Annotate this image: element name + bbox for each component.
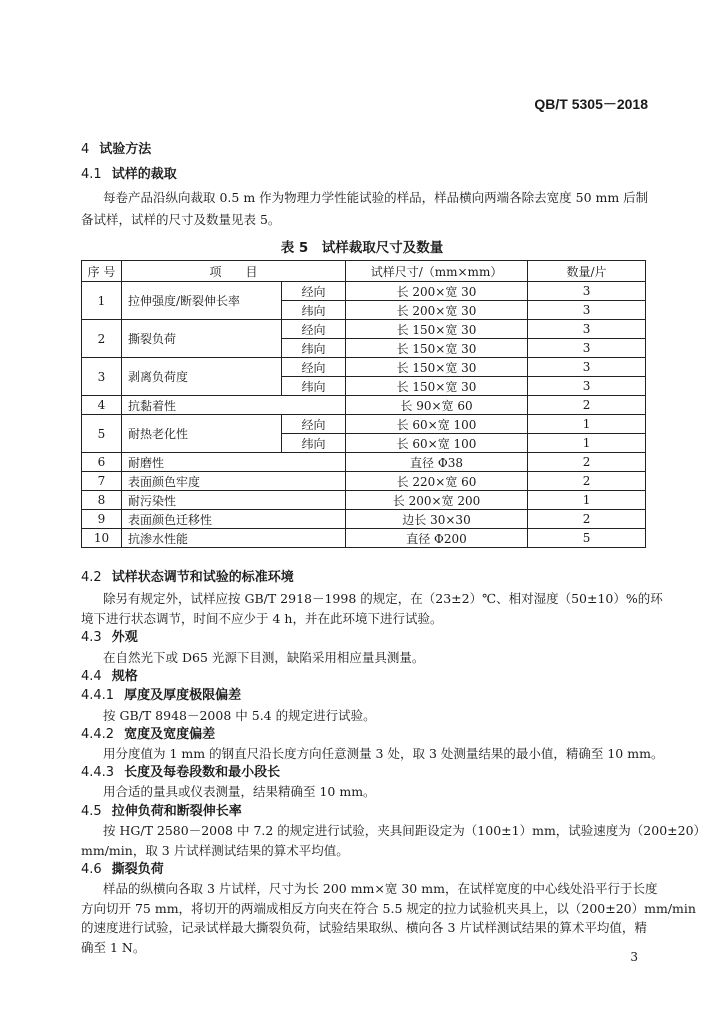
section-number: 4.4.3: [81, 765, 115, 780]
paragraph-line: 样品的纵横向各取 3 片试样，尺寸为长 200 mm×宽 30 mm，在试样宽度的中心线处沿平行于长度: [103, 881, 658, 896]
page-number: 3: [630, 950, 638, 964]
section-title: 试样的裁取: [111, 167, 177, 182]
paragraph-line: 除另有规定外，试样应按 GB/T 2918－1998 的规定，在（23±2）℃、相对湿度（50±10）%的环: [103, 591, 663, 606]
cell-qty: 3: [528, 301, 646, 320]
table-row: [82, 396, 646, 415]
paragraph-line: 每卷产品沿纵向裁取 0.5 m 作为物理力学性能试验的样品，样品横向两端各除去宽度 50 mm 后制: [103, 190, 649, 205]
table-row: [82, 358, 646, 377]
cell-item: 耐热老化性: [122, 415, 282, 453]
table-row: [82, 282, 646, 301]
cell-qty: 3: [528, 320, 646, 339]
standard-code: QB/T 5305－2018: [534, 96, 648, 112]
table-header-row: [82, 261, 646, 282]
cell-item: 表面颜色迁移性: [122, 510, 346, 529]
table-row: [82, 472, 646, 491]
cell-direction: 经向: [282, 415, 346, 434]
section-number: 4.2: [81, 570, 102, 585]
cell-qty: 1: [528, 434, 646, 453]
cell-direction: 经向: [282, 320, 346, 339]
cell-item: 拉伸强度/断裂伸长率: [122, 282, 282, 320]
cell-qty: 2: [528, 453, 646, 472]
cell-direction: 纬向: [282, 301, 346, 320]
section-4-4-3-heading: [81, 765, 280, 781]
cell-size: 长 200×宽 30: [346, 301, 528, 320]
section-number: 4.4.1: [81, 688, 115, 703]
cell-size: 边长 30×30: [346, 510, 528, 529]
cell-no: 9: [82, 510, 122, 529]
cell-direction: 经向: [282, 358, 346, 377]
cell-size: 长 150×宽 30: [346, 358, 528, 377]
table-row: [82, 320, 646, 339]
cell-no: 1: [82, 282, 122, 320]
paragraph-line: 按 GB/T 8948－2008 中 5.4 的规定进行试验。: [103, 708, 376, 723]
cell-no: 4: [82, 396, 122, 415]
table-row: [82, 529, 646, 548]
cell-size: 长 200×宽 30: [346, 282, 528, 301]
header-qty: 数量/片: [528, 261, 646, 282]
cell-size: 直径 Φ38: [346, 453, 528, 472]
section-number: 4.3: [81, 630, 102, 645]
cell-no: 6: [82, 453, 122, 472]
section-4-4-1-heading: [81, 688, 241, 704]
table-row: [82, 510, 646, 529]
cell-item: 耐磨性: [122, 453, 346, 472]
section-title: 厚度及厚度极限偏差: [124, 688, 242, 703]
table-caption: 表 5 试样裁取尺寸及数量: [280, 240, 444, 256]
cell-size: 长 200×宽 200: [346, 491, 528, 510]
cell-size: 长 60×宽 100: [346, 434, 528, 453]
section-4-5-heading: [81, 804, 242, 820]
cell-direction: 纬向: [282, 339, 346, 358]
cell-qty: 1: [528, 491, 646, 510]
section-number: 4.4.2: [81, 727, 115, 742]
section-title: 撕裂负荷: [111, 862, 164, 877]
header-item: 项 目: [122, 261, 346, 282]
paragraph-line: 的速度进行试验，记录试样最大撕裂负荷，试验结果取纵、横向各 3 片试样测试结果的算术平均值，精: [81, 920, 647, 935]
cell-no: 8: [82, 491, 122, 510]
section-4-4-heading: [81, 669, 138, 685]
section-number: 4.5: [81, 804, 102, 819]
cell-size: 长 220×宽 60: [346, 472, 528, 491]
paragraph-line: 在自然光下或 D65 光源下目测，缺陷采用相应量具测量。: [103, 650, 425, 665]
section-number: 4.6: [81, 862, 102, 877]
cell-qty: 2: [528, 472, 646, 491]
cell-no: 7: [82, 472, 122, 491]
table-row: [82, 415, 646, 434]
section-title: 长度及每卷段数和最小段长: [124, 765, 281, 780]
sample-size-table: [81, 260, 646, 548]
section-title: 试验方法: [99, 142, 152, 157]
cell-qty: 2: [528, 510, 646, 529]
cell-qty: 3: [528, 282, 646, 301]
cell-item: 表面颜色牢度: [122, 472, 346, 491]
cell-qty: 3: [528, 377, 646, 396]
section-4-2-heading: [81, 570, 294, 586]
cell-direction: 纬向: [282, 377, 346, 396]
cell-size: 长 150×宽 30: [346, 377, 528, 396]
section-number: 4: [81, 142, 90, 157]
section-title: 试样状态调节和试验的标准环境: [111, 570, 294, 585]
cell-size: 长 60×宽 100: [346, 415, 528, 434]
cell-item: 撕裂负荷: [122, 320, 282, 358]
cell-item: 抗渗水性能: [122, 529, 346, 548]
cell-item: 耐污染性: [122, 491, 346, 510]
cell-qty: 1: [528, 415, 646, 434]
cell-item: 剥离负荷度: [122, 358, 282, 396]
cell-no: 2: [82, 320, 122, 358]
paragraph-line: 确至 1 N。: [81, 940, 146, 955]
section-number: 4.1: [81, 167, 102, 182]
section-4-heading: [81, 142, 151, 158]
section-title: 外观: [111, 630, 138, 645]
cell-item: 抗黏着性: [122, 396, 346, 415]
header-no: 序 号: [82, 261, 122, 282]
section-4-6-heading: [81, 862, 164, 878]
paragraph-line: 用合适的量具或仪表测量，结果精确至 10 mm。: [103, 784, 376, 799]
cell-size: 长 150×宽 30: [346, 339, 528, 358]
table-row: [82, 453, 646, 472]
paragraph-line: 按 HG/T 2580－2008 中 7.2 的规定进行试验，夹具间距设定为（100±1）mm，试验速度为（200±20）: [103, 823, 707, 838]
section-number: 4.4: [81, 669, 102, 684]
table-row: [82, 491, 646, 510]
cell-qty: 2: [528, 396, 646, 415]
cell-no: 3: [82, 358, 122, 396]
cell-direction: 经向: [282, 282, 346, 301]
section-4-1-heading: [81, 167, 177, 183]
cell-qty: 3: [528, 358, 646, 377]
paragraph-line: mm/min，取 3 片试样测试结果的算术平均值。: [81, 843, 349, 858]
paragraph-line: 用分度值为 1 mm 的钢直尺沿长度方向任意测量 3 处，取 3 处测量结果的最小值，精确至 10 mm。: [103, 746, 664, 761]
paragraph-line: 方向切开 75 mm，将切开的两端成相反方向夹在符合 5.5 规定的拉力试验机夹具上，以（200±20）mm/min: [81, 901, 696, 916]
cell-direction: 纬向: [282, 434, 346, 453]
cell-size: 长 90×宽 60: [346, 396, 528, 415]
paragraph-line: 备试样，试样的尺寸及数量见表 5。: [81, 212, 281, 227]
cell-no: 10: [82, 529, 122, 548]
section-title: 宽度及宽度偏差: [124, 727, 216, 742]
cell-qty: 5: [528, 529, 646, 548]
paragraph-line: 境下进行状态调节，时间不应少于 4 h，并在此环境下进行试验。: [81, 611, 443, 626]
section-title: 拉伸负荷和断裂伸长率: [111, 804, 242, 819]
header-size: 试样尺寸/（mm×mm）: [346, 261, 528, 282]
section-title: 规格: [111, 669, 138, 684]
cell-no: 5: [82, 415, 122, 453]
cell-size: 长 150×宽 30: [346, 320, 528, 339]
cell-size: 直径 Φ200: [346, 529, 528, 548]
cell-qty: 3: [528, 339, 646, 358]
section-4-4-2-heading: [81, 727, 215, 743]
section-4-3-heading: [81, 630, 138, 646]
